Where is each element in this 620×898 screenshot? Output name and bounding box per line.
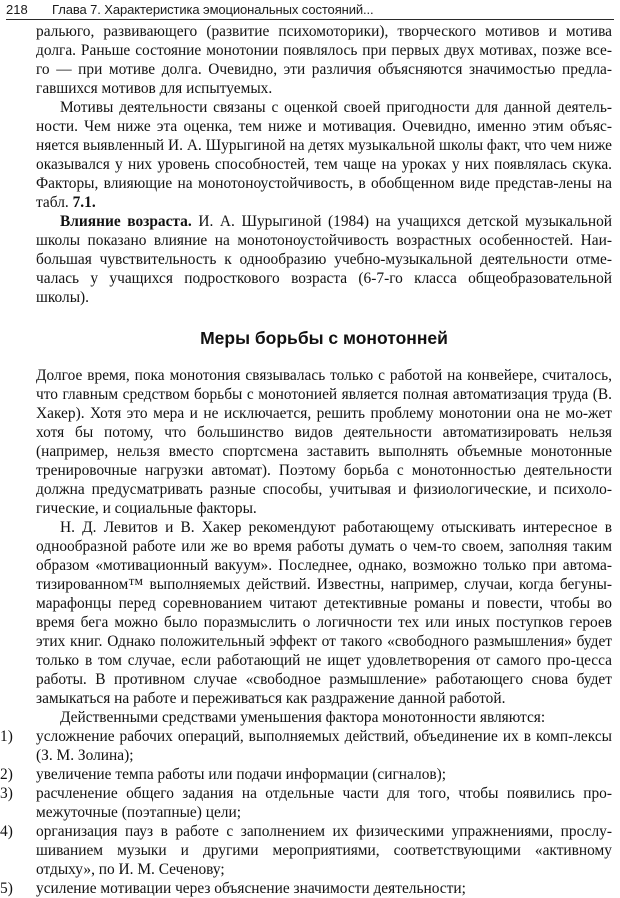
age-influence-heading: Влияние возраста. (60, 213, 192, 230)
paragraph-levitov-hacker: Н. Д. Левитов и В. Хакер рекомендуют работающему отыскивать интересное в однообразной работе или же во время работы думать о чем-то своем, заполняя таким образом «мотивационный вакуум». Последнее, однако, возможно только при автома-тизированном™ выполняемых действий. Известны, например, случаи, когда бегуны-марафонцы перед соревнованием читают детективные романы и повести, чтобы во время бега можно было поразмыслить о логичности тех или иных поступков героев этих книг. Однако положительный эффект от такого «свободного размышления» будет только в том случае, если работающий не ищет удовлетворения от самого про-цесса работы. В противном случае «свободное размышление» работающего снова будет замыкаться на работе и переживаться как раздражение данной работой. (36, 519, 612, 707)
header-rule (6, 19, 614, 20)
list-item-text: увеличение темпа работы или подачи информации (сигналов); (36, 766, 447, 783)
chapter-title: Глава 7. Характеристика эмоциональных состояний... (52, 2, 374, 17)
body-text (0, 22, 612, 898)
running-head (6, 2, 614, 20)
list-item-text: усиление мотивации через объяснение значимости деятельности; (36, 880, 466, 897)
list-item-number: 1) (0, 728, 13, 745)
paragraph-motivation (36, 98, 612, 212)
paragraph-list-intro: Действенными средствами уменьшения фактора монотонности являются: (60, 709, 546, 726)
list-item-text: расчленение общего задания на отдельные части для того, чтобы появились про-межуточные (поэтапные) цели; (36, 785, 612, 821)
list-item-number: 5) (0, 880, 13, 897)
section-title: Меры борьбы с монотонней (200, 328, 448, 348)
list-item (0, 879, 612, 898)
list-item-text: организация пауз в работе с заполнением их физическими упражнениями, прослу-шиванием музыки и другими мероприятиями, соответствующими «активному отдыху», по И. М. Сеченову; (36, 823, 612, 878)
paragraph-motivation-text: Мотивы деятельности связаны с оценкой своей пригодности для данной деятель-ности. Чем ниже эта оценка, тем ниже и мотивация. Очевидно, именно этим объяс-няется выявленный И. А. Шурыгиной на детях музыкальной школы факт, что чем ниже оказывался у них уровень способностей, тем чаще на уроках у них появлялась скука. Факторы, влияющие на монотоноустойчивость, в обобщенном виде представ-лены на табл. (36, 99, 612, 211)
paragraph-automation: Долгое время, пока монотония связывалась только с работой на конвейере, считалось, что главным средством борьбы с монотонией является полная автоматизация труда (В. Хакер). Хотя это мера и не исключается, решить проблему монотонии она не мо-жет хотя бы потому, что большинство видов деятельности автоматизировать нельзя (например, нельзя вместо спортсмена заставить выполнять объемные монотонные тренировочные нагрузки автомат). Поэтому борьба с монотонностью деятельности должна предусматривать разные способы, учитывая и физиологические, и психоло-гические, и социальные факторы. (36, 367, 612, 517)
list-item-number: 4) (0, 823, 13, 840)
paragraph-age-influence (36, 212, 612, 307)
table-reference: 7.1. (72, 194, 96, 211)
measures-list (0, 727, 612, 898)
list-item-number: 2) (0, 766, 13, 783)
paragraph-motives-continued: ральюго, развивающего (развитие психомоторики), творческого мотивов и мотива долга. Раньше состояние монотонии появлялось при первых двух мотивах, позже все-го — при мотиве долга. Очевидно, эти различия объясняются значимостью предла-гавшихся мотивов для испытуемых. (36, 23, 612, 97)
page-number: 218 (6, 2, 28, 17)
list-item-text: усложнение рабочих операций, выполняемых действий, объединение их в комп-лексы (З. М. Золина); (36, 728, 612, 764)
list-item (0, 727, 612, 765)
list-item-number: 3) (0, 785, 13, 802)
list-item (0, 822, 612, 879)
age-influence-text: И. А. Шурыгиной (1984) на учащихся детской музыкальной школы показано влияние на монотоноустойчивость возрастных особенностей. Наи-большая чувствительность к однообразию учебно-музыкальной деятельности отме-чалась у учащихся подросткового возраста (6-7-го класса общеобразовательной школы). (36, 213, 612, 306)
list-item (0, 765, 612, 784)
list-item (0, 784, 612, 822)
